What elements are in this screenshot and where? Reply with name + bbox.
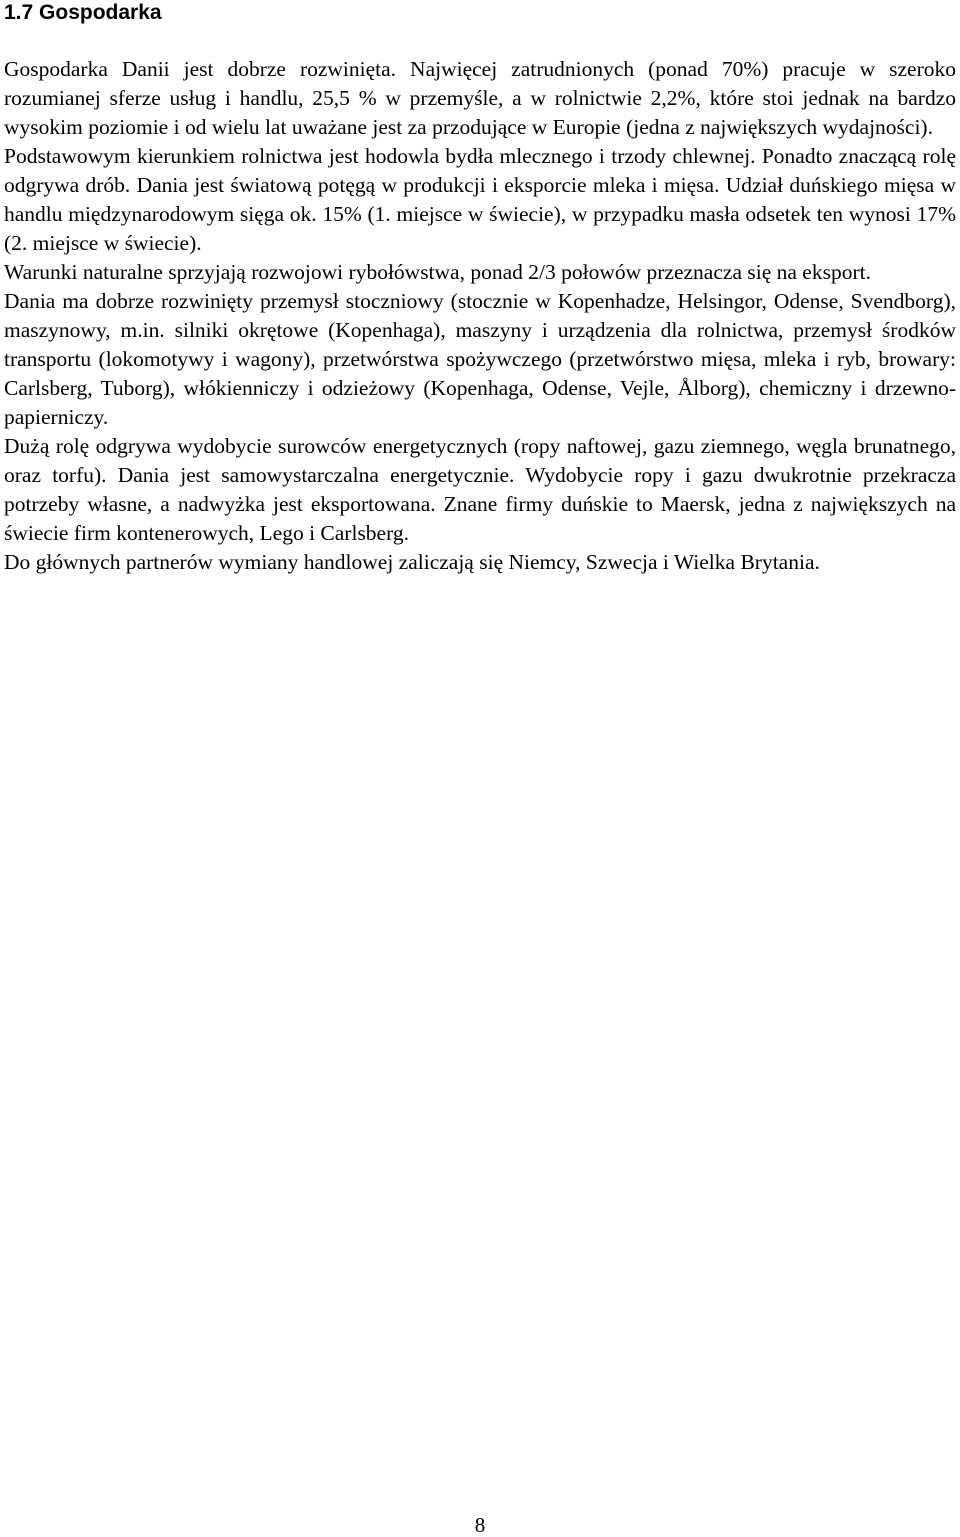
paragraph-fishing: Warunki naturalne sprzyjają rozwojowi rybołówstwa, ponad 2/3 połowów przeznacza się na eksport. xyxy=(4,260,871,284)
paragraph-agriculture: Podstawowym kierunkiem rolnictwa jest hodowla bydła mlecznego i trzody chlewnej. Ponadto znaczącą rolę odgrywa drób. Dania jest światową potęgą w produkcji i eksporcie mleka i mięsa. Udział duńskiego mięsa w handlu międzynarodowym sięga ok. 15% (1. miejsce w świecie), w przypadku masła odsetek ten wynosi 17% (2. miejsce w świecie). xyxy=(4,144,956,255)
paragraph-industry: Dania ma dobrze rozwinięty przemysł stoczniowy (stocznie w Kopenhadze, Helsingor, Odense, Svendborg), maszynowy, m.in. silniki okrętowe (Kopenhaga), maszyny i urządzenia dla rolnictwa, przemysł środków transportu (lokomotywy i wagony), przetwórstwa spożywczego (przetwórstwo mięsa, mleka i ryb, browary: Carlsberg, Tuborg), włókienniczy i odzieżowy (Kopenhaga, Odense, Vejle, Ålborg), chemiczny i drzewno-papierniczy. xyxy=(4,289,956,429)
paragraph-energy: Dużą rolę odgrywa wydobycie surowców energetycznych (ropy naftowej, gazu ziemnego, węgla brunatnego, oraz torfu). Dania jest samowystarczalna energetycznie. Wydobycie ropy i gazu dwukrotnie przekracza potrzeby własne, a nadwyżka jest eksportowana. Znane firmy duńskie to Maersk, jedna z największych na świecie firm kontenerowych, Lego i Carlsberg. xyxy=(4,434,956,545)
section-heading: 1.7 Gospodarka xyxy=(4,1,162,24)
document-page xyxy=(4,0,956,577)
paragraph-trade-partners: Do głównych partnerów wymiany handlowej zaliczają się Niemcy, Szwecja i Wielka Brytania. xyxy=(4,550,820,574)
paragraph-economy-overview: Gospodarka Danii jest dobrze rozwinięta. Najwięcej zatrudnionych (ponad 70%) pracuje w szeroko rozumianej sferze usług i handlu, 25,5 % w przemyśle, a w rolnictwie 2,2%, które stoi jednak na bardzo wysokim poziomie i od wielu lat uważane jest za przodujące w Europie (jedna z największych wydajności). xyxy=(4,57,956,139)
body-text xyxy=(4,55,956,577)
page-number: 8 xyxy=(474,1513,486,1537)
